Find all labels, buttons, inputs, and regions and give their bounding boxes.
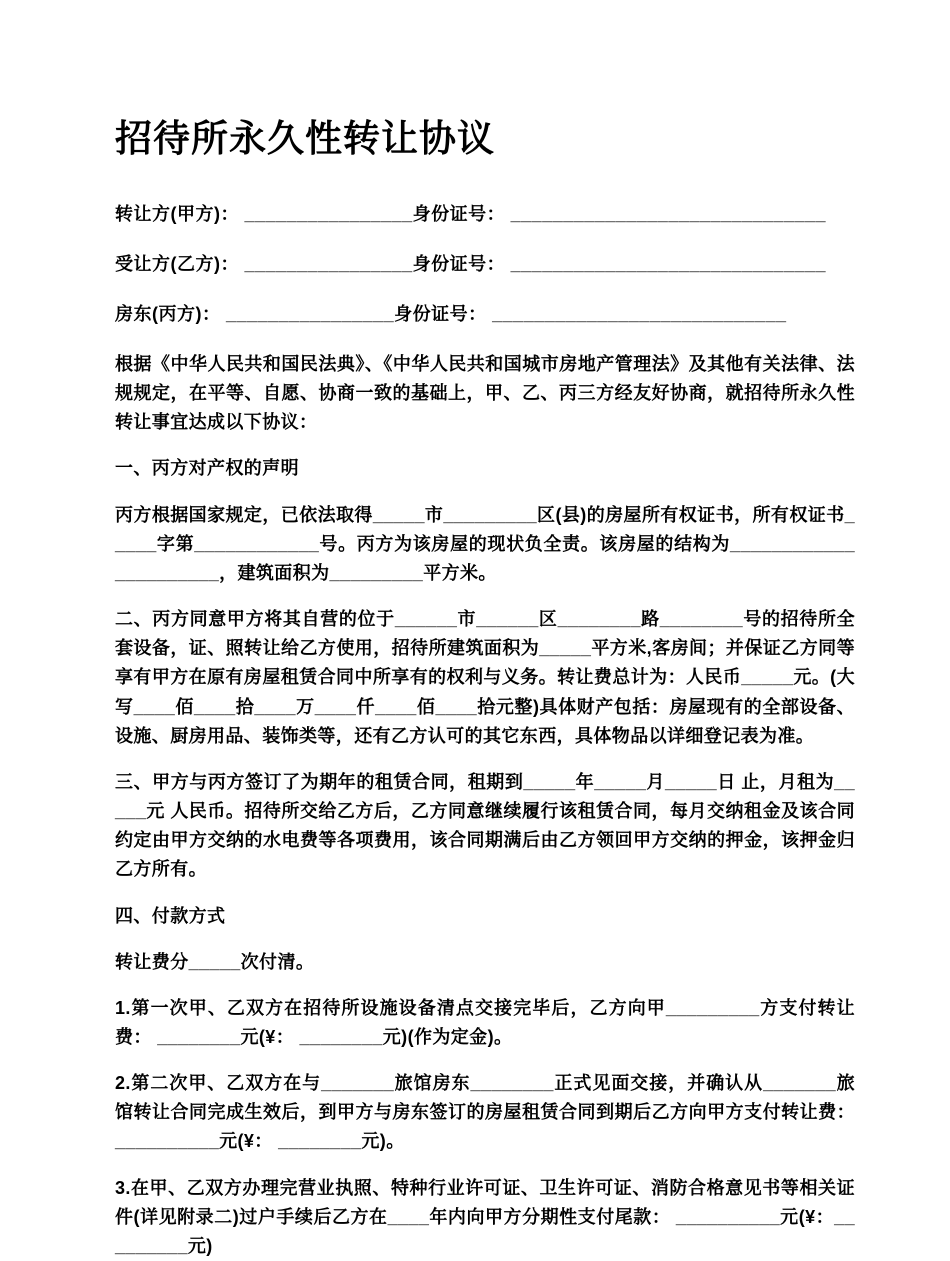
payment-item-2: 2.第二次甲、乙双方在与_______旅馆房东________正式见面交接，并确认从_______旅馆转让合同完成生效后，到甲方与房东签订的房屋租赁合同到期后乙方向甲方支付转让费：__________元(¥： ________元)。 <box>115 1073 855 1152</box>
party-b-line: 受让方(乙方)： ________________身份证号： ______________________________ <box>115 254 826 274</box>
payment-item-3: 3.在甲、乙双方办理完营业执照、特种行业许可证、卫生许可证、消防合格意见书等相关证件(详见附录二)过户手续后乙方在____年内向甲方分期性支付尾款： __________元(¥：_________元) <box>115 1177 855 1256</box>
document-title: 招待所永久性转让协议 <box>115 118 495 159</box>
document-body <box>115 350 855 1261</box>
section-1-paragraph: 丙方根据国家规定，已依法取得_____市_________区(县)的房屋所有权证书，所有权证书_____字第____________号。丙方为该房屋的现状负全责。该房屋的结构为______________________，建筑面积为_________平方米。 <box>115 504 855 583</box>
parties-block <box>115 200 855 326</box>
payment-item-1: 1.第一次甲、乙双方在招待所设施设备清点交接完毕后，乙方向甲_________方支付转让费： ________元(¥： ________元)(作为定金)。 <box>115 997 855 1047</box>
party-a-line: 转让方(甲方)： ________________身份证号： ______________________________ <box>115 204 826 224</box>
section-3-paragraph: 三、甲方与丙方签订了为期年的租赁合同，租期到_____年_____月_____日 止，月租为_____元 人民币。招待所交给乙方后，乙方同意继续履行该租赁合同，每月交纳租金及该合同约定由甲方交纳的水电费等各项费用，该合同期满后由乙方领回甲方交纳的押金，该押金归乙方所有。 <box>115 771 855 880</box>
section-4-heading: 四、付款方式 <box>115 905 226 926</box>
intro-paragraph: 根据《中华人民共和国民法典》、《中华人民共和国城市房地产管理法》及其他有关法律、法规规定，在平等、自愿、协商一致的基础上，甲、乙、丙三方经友好协商，就招待所永久性转让事宜达成以下协议： <box>115 354 855 433</box>
payment-intro-paragraph: 转让费分_____次付清。 <box>115 951 315 972</box>
section-1-heading: 一、丙方对产权的声明 <box>115 458 299 479</box>
section-2-paragraph: 二、丙方同意甲方将其自营的位于______市______区________路________号的招待所全套设备，证、照转让给乙方使用，招待所建筑面积为_____平方米,客房间；并保证乙方同等享有甲方在原有房屋租赁合同中所享有的权利与义务。转让费总计为：人民币_____元。(大写____佰____拾____万____仟____佰____拾元整)具体财产包括：房屋现有的全部设备、设施、厨房用品、装饰类等，还有乙方认可的其它东西，具体物品以详细登记表为准。 <box>115 609 855 746</box>
party-c-line: 房东(丙方)： ________________身份证号： ____________________________ <box>115 304 787 324</box>
